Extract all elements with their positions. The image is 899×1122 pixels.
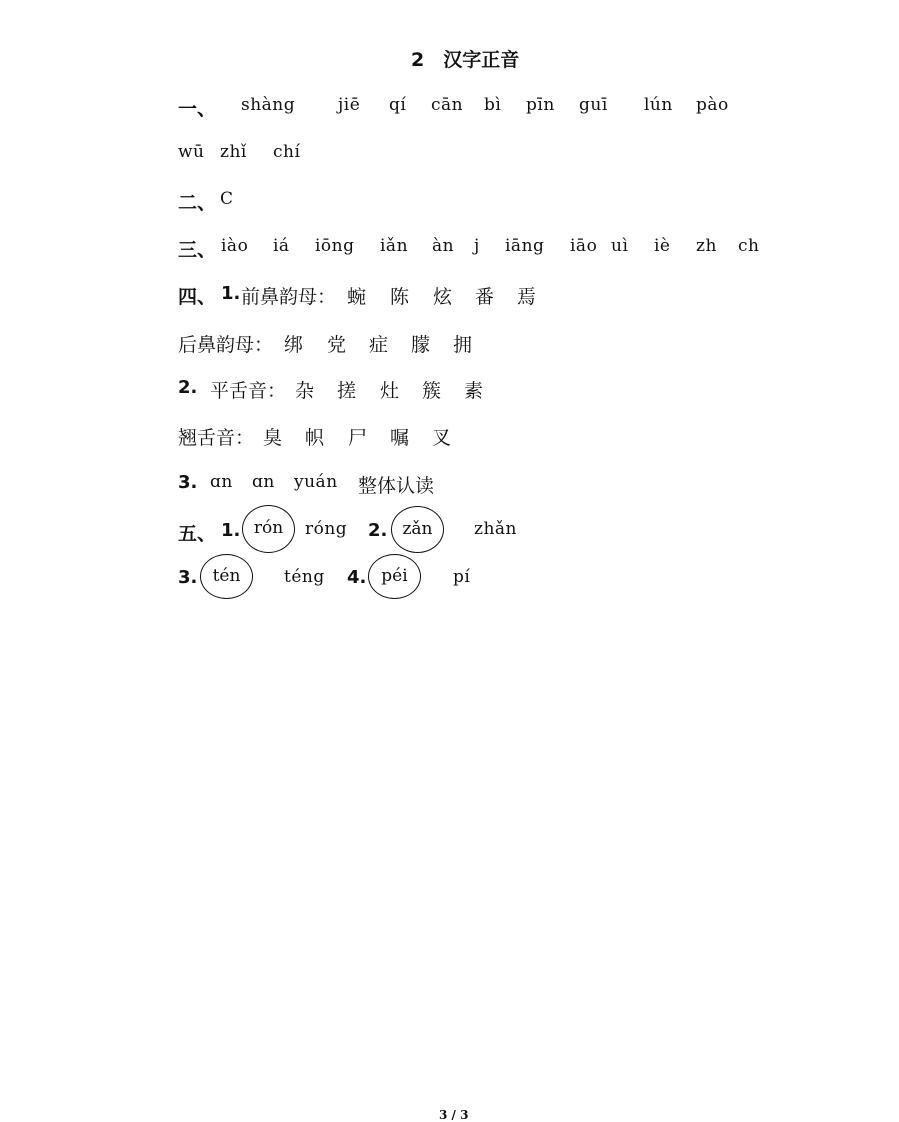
pinyin-answer: ch bbox=[738, 236, 760, 256]
circled-pinyin: péi bbox=[368, 554, 421, 599]
pinyin-answer: iè bbox=[654, 236, 671, 256]
corrected-pinyin: téng bbox=[284, 567, 325, 587]
pinyin-answer: ɑn bbox=[252, 472, 275, 492]
pinyin-answer: j bbox=[474, 236, 480, 256]
char-answer: 臭 bbox=[263, 427, 283, 449]
question-number: 2. bbox=[178, 377, 198, 398]
pinyin-answer: iāng bbox=[505, 236, 545, 256]
circled-pinyin: tén bbox=[200, 554, 253, 599]
question-number: 3. bbox=[178, 567, 198, 588]
char-answer: 帜 bbox=[305, 427, 325, 449]
question-number: 1. bbox=[221, 520, 241, 541]
char-answer: 焉 bbox=[517, 286, 537, 308]
pinyin-answer: lún bbox=[644, 95, 673, 115]
char-answer: 绑 bbox=[284, 334, 304, 356]
char-answer: 整体认读 bbox=[358, 475, 435, 497]
category-label: 后鼻韵母： bbox=[178, 334, 274, 356]
corrected-pinyin: pí bbox=[453, 567, 471, 587]
question-number: 4. bbox=[347, 567, 367, 588]
char-answer: 素 bbox=[464, 380, 484, 402]
circled-pinyin: zǎn bbox=[391, 506, 444, 553]
category-label: 前鼻韵母： bbox=[241, 286, 337, 308]
pinyin-answer: uì bbox=[611, 236, 629, 256]
char-answer: 症 bbox=[369, 334, 389, 356]
pinyin-answer: iào bbox=[221, 236, 249, 256]
char-answer: 搓 bbox=[337, 380, 357, 402]
pinyin-answer: iǎn bbox=[380, 236, 409, 256]
char-answer: 叉 bbox=[432, 427, 452, 449]
pinyin-answer: iá bbox=[273, 236, 290, 256]
pinyin-answer: iōng bbox=[315, 236, 355, 256]
choice-answer: C bbox=[220, 189, 234, 209]
pinyin-answer: cān bbox=[431, 95, 464, 115]
char-answer: 番 bbox=[475, 286, 495, 308]
section-3-label: 三、 bbox=[178, 239, 217, 261]
page-title: 2 汉字正音 bbox=[411, 49, 520, 71]
pinyin-answer: pīn bbox=[526, 95, 555, 115]
char-answer: 簇 bbox=[422, 380, 442, 402]
char-answer: 蜿 bbox=[347, 286, 367, 308]
pinyin-answer: wū bbox=[178, 142, 205, 162]
page-number: 3 / 3 bbox=[439, 1108, 469, 1122]
pinyin-answer: iāo bbox=[570, 236, 598, 256]
char-answer: 嘱 bbox=[390, 427, 410, 449]
char-answer: 灶 bbox=[380, 380, 400, 402]
category-label: 翘舌音： bbox=[178, 427, 255, 449]
section-1-label: 一、 bbox=[178, 98, 217, 120]
char-answer: 杂 bbox=[295, 380, 315, 402]
char-answer: 拥 bbox=[453, 334, 473, 356]
question-number: 2. bbox=[368, 520, 388, 541]
pinyin-answer: chí bbox=[273, 142, 301, 162]
pinyin-answer: ɑn bbox=[210, 472, 233, 492]
pinyin-answer: yuán bbox=[294, 472, 338, 492]
corrected-pinyin: zhǎn bbox=[474, 519, 517, 539]
question-number: 1. bbox=[221, 283, 241, 304]
char-answer: 尸 bbox=[348, 427, 368, 449]
category-label: 平舌音： bbox=[210, 380, 287, 402]
pinyin-answer: qí bbox=[389, 95, 407, 115]
section-5-label: 五、 bbox=[178, 523, 217, 545]
pinyin-answer: guī bbox=[579, 95, 608, 115]
circled-pinyin: rón bbox=[242, 505, 295, 553]
pinyin-answer: shàng bbox=[241, 95, 296, 115]
pinyin-answer: jiē bbox=[338, 95, 361, 115]
char-answer: 党 bbox=[327, 334, 347, 356]
char-answer: 炫 bbox=[433, 286, 453, 308]
pinyin-answer: àn bbox=[432, 236, 455, 256]
char-answer: 陈 bbox=[390, 286, 410, 308]
section-2-label: 二、 bbox=[178, 192, 217, 214]
pinyin-answer: zhǐ bbox=[220, 142, 247, 162]
corrected-pinyin: róng bbox=[305, 519, 348, 539]
section-4-label: 四、 bbox=[178, 286, 217, 308]
question-number: 3. bbox=[178, 472, 198, 493]
pinyin-answer: bì bbox=[484, 95, 502, 115]
pinyin-answer: zh bbox=[696, 236, 717, 256]
pinyin-answer: pào bbox=[696, 95, 729, 115]
char-answer: 朦 bbox=[411, 334, 431, 356]
